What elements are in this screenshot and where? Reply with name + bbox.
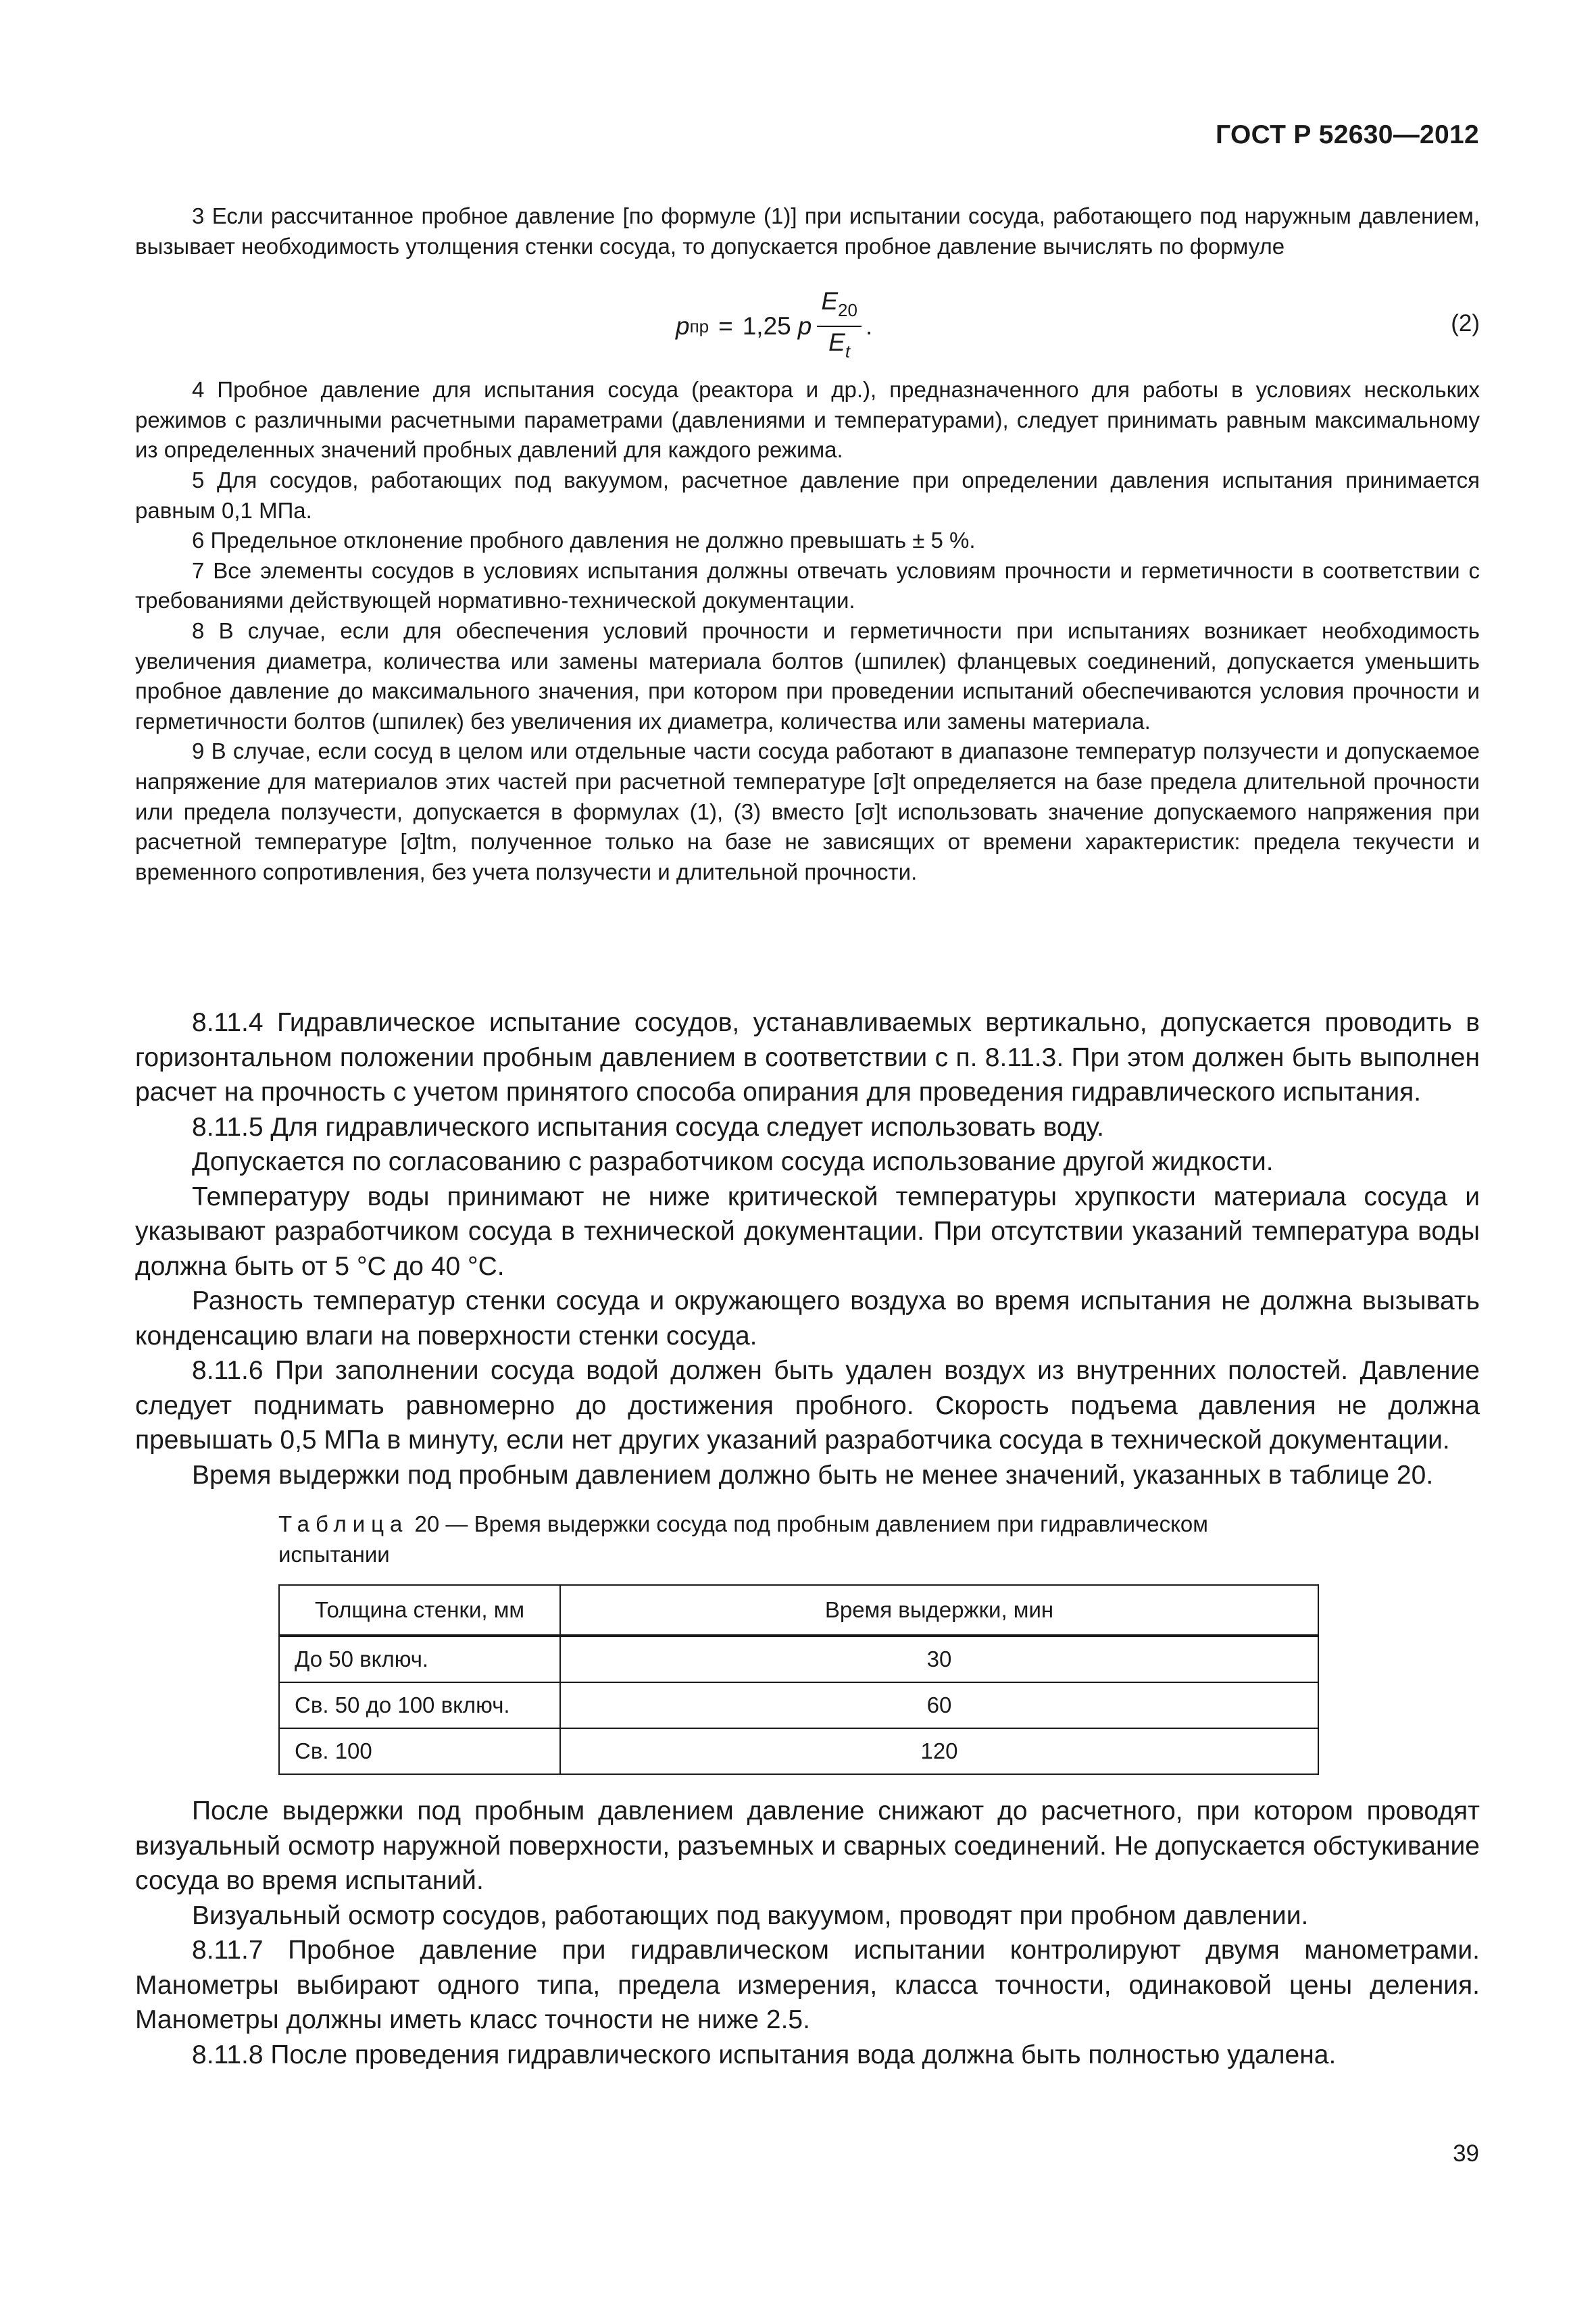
- body-paragraph: 8.11.8 После проведения гидравлического испытания вода должна быть полностью удалена.: [192, 2040, 1337, 2069]
- body-paragraph: 8.11.5 Для гидравлического испытания сосуда следует использовать воду.: [192, 1112, 1104, 1142]
- table-20: [278, 1509, 1319, 1775]
- note-paragraph: 9 В случае, если сосуд в целом или отдельные части сосуда работают в диапазоне температур ползучести и допускаемое напряжение для материалов этих частей при расчетной температуре [σ]t определяется на базе предела длительной прочности или предела ползучести, допускается в формулах (1), (3) вместо [σ]t использовать значение допускаемого напряжения при расчетной температуре [σ]tm, полученное только на базе не зависящих от времени характеристик: предела текучести и временного сопротивления, без учета ползучести и длительной прочности.: [135, 738, 1480, 884]
- body-paragraph: Температуру воды принимают не ниже критической температуры хрупкости материала сосуда и указывают разработчиком сосуда в технической документации. При отсутствии указаний температура воды должна быть от 5 °С до 40 °С.: [135, 1182, 1480, 1281]
- body-paragraph: После выдержки под пробным давлением давление снижают до расчетного, при котором проводят визуальный осмотр наружной поверхности, разъемных и сварных соединений. Не допускается обстукивание сосуда во время испытаний.: [135, 1796, 1480, 1895]
- formula-equals: =: [718, 311, 733, 340]
- formula-coef: 1,25: [742, 311, 791, 340]
- formula-lhs-var: p: [676, 311, 690, 340]
- formula-tail: .: [865, 311, 873, 340]
- denominator-sub: t: [845, 341, 851, 362]
- note-paragraph: 3 Если рассчитанное пробное давление [по формуле (1)] при испытании сосуда, работающего под наружным давлением, вызывает необходимость утолщения стенки сосуда, то допускается пробное давление вычислять по формуле: [135, 203, 1480, 259]
- column-header-thickness: Толщина стенки, мм: [279, 1585, 560, 1636]
- hold-time-table: [278, 1584, 1319, 1775]
- table-row: [279, 1682, 1318, 1728]
- formula-number: (2): [1451, 310, 1480, 337]
- table-cell-hold-time: 120: [560, 1728, 1318, 1774]
- body-paragraph: Допускается по согласованию с разработчиком сосуда использование другой жидкости.: [192, 1147, 1274, 1176]
- numerator-sub: 20: [838, 300, 857, 321]
- table-cell-thickness: Св. 50 до 100 включ.: [279, 1682, 560, 1728]
- formula-numerator: [817, 286, 862, 327]
- note-paragraph: 5 Для сосудов, работающих под вакуумом, расчетное давление при определении давления испытания принимается равным 0,1 МПа.: [135, 467, 1480, 523]
- numerator-var: E: [821, 287, 839, 316]
- formula-lhs-sub: пр: [689, 316, 709, 336]
- formula-2: [135, 276, 1480, 363]
- table-row: [279, 1728, 1318, 1774]
- body-paragraph: 8.11.6 При заполнении сосуда водой должен быть удален воздух из внутренних полостей. Давление следует поднимать равномерно до достижения пробного. Скорость подъема давления не должна превышать 0,5 МПа в минуту, если нет других указаний разработчика сосуда в технической документации.: [135, 1356, 1480, 1455]
- body-paragraph: Разность температур стенки сосуда и окружающего воздуха во время испытания не должна вызывать конденсацию влаги на поверхности стенки сосуда.: [135, 1286, 1480, 1351]
- body-paragraph: Время выдержки под пробным давлением должно быть не менее значений, указанных в таблице 20.: [192, 1460, 1434, 1490]
- body-paragraph: 8.11.4 Гидравлическое испытание сосудов, устанавливаемых вертикально, допускается проводить в горизонтальном положении пробным давлением в соответствии с п. 8.11.3. При этом должен быть выполнен расчет на прочность с учетом принятого способа опирания для проведения гидравлического испытания.: [135, 1008, 1480, 1107]
- formula-fraction: [817, 286, 862, 367]
- notes-section: [135, 201, 1480, 887]
- formula-var: p: [797, 311, 812, 340]
- table-caption-word: Таблица: [278, 1511, 409, 1536]
- table-cell-hold-time: 60: [560, 1682, 1318, 1728]
- document-code: ГОСТ Р 52630—2012: [1216, 120, 1479, 149]
- note-paragraph: 4 Пробное давление для испытания сосуда (реактора и др.), предназначенного для работы в условиях нескольких режимов с различными расчетными параметрами (давлениями и температурами), следует принимать равным максимальному из определенных значений пробных давлений для каждого режима.: [135, 377, 1480, 463]
- main-section: [135, 1005, 1480, 1492]
- table-cell-thickness: До 50 включ.: [279, 1636, 560, 1682]
- table-cell-thickness: Св. 100: [279, 1728, 560, 1774]
- after-table-section: [135, 1794, 1480, 2072]
- table-caption: [278, 1509, 1319, 1569]
- table-header-row: [279, 1585, 1318, 1636]
- table-cell-hold-time: 30: [560, 1636, 1318, 1682]
- body-paragraph: 8.11.7 Пробное давление при гидравлическом испытании контролируют двумя манометрами. Манометры выбирают одного типа, предела измерения, класса точности, одинаковой цены деления. Манометры должны иметь класс точности не ниже 2.5.: [135, 1936, 1480, 2034]
- table-row: [279, 1636, 1318, 1682]
- note-paragraph: 8 В случае, если для обеспечения условий прочности и герметичности при испытаниях возникает необходимость увеличения диаметра, количества или замены материала болтов (шпилек) фланцевых соединений, допускается уменьшить пробное давление до максимального значения, при котором при проведении испытаний обеспечиваются условия прочности и герметичности болтов (шпилек) без увеличения их диаметра, количества или замены материала.: [135, 618, 1480, 734]
- note-paragraph: 6 Предельное отклонение пробного давления не должно превышать ± 5 %.: [192, 528, 976, 553]
- body-paragraph: Визуальный осмотр сосудов, работающих под вакуумом, проводят при пробном давлении.: [192, 1901, 1309, 1930]
- table-caption-text: 20 — Время выдержки сосуда под пробным давлением при гидравлическом испытании: [278, 1511, 1208, 1567]
- column-header-hold-time: Время выдержки, мин: [560, 1585, 1318, 1636]
- formula-denominator: [824, 327, 854, 367]
- page-number: 39: [1453, 2140, 1479, 2167]
- note-paragraph: 7 Все элементы сосудов в условиях испытания должны отвечать условиям прочности и герметичности в соответствии с требованиями действующей нормативно-технической документации.: [135, 557, 1480, 613]
- denominator-var: E: [828, 328, 845, 357]
- formula-expression: [676, 286, 872, 367]
